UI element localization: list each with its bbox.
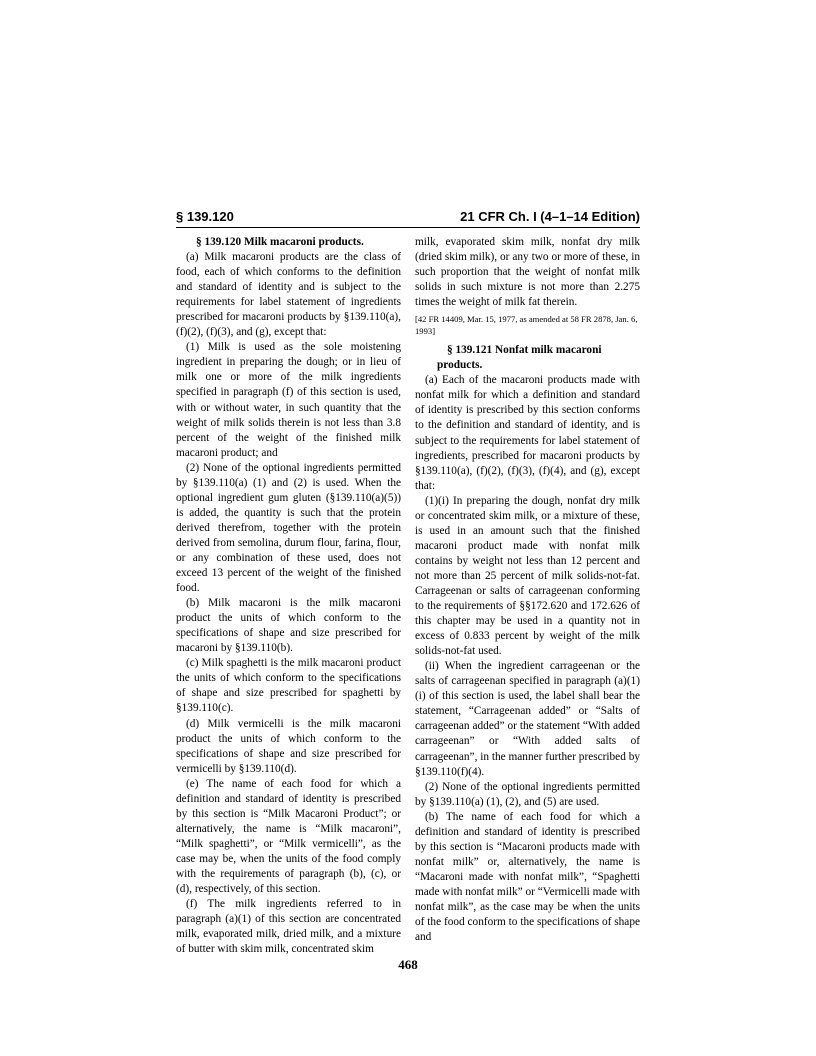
paragraph-a1ii: (ii) When the ingredient carrageenan or the salts of carrageenan specified in paragraph (a)(1)(i) of this section is used, the label shall bear the statement, “Carrageenan added” or “Salts of carrageenan added” or the statement “With added carrageenan” or “With added salts of carrageenan”, in the manner further prescribed by §139.110(f)(4). — [415, 660, 640, 778]
paragraph-f: (f) The milk ingredients referred to in paragraph (a)(1) of this section are concentrated milk, evaporated milk, dried milk, and a mixture of butter with skim milk, concentrated skim — [176, 898, 401, 956]
paragraph-a: (a) Each of the macaroni products made with nonfat milk for which a definition and standard of identity is prescribed by this section conforms to the definition and standard of identity, and is subject to the requirements for label statement of ingredients, prescribed for macaroni products by §139.110(a), (f)(2), (f)(3), (f)(4), and (g), except that: — [415, 374, 640, 492]
paragraph-a1i: (1)(i) In preparing the dough, nonfat dry milk or concentrated skim milk, or a mixture of these, is used in an amount such that the finished macaroni product made with nonfat milk contains by weight not less than 12 percent and not more than 25 percent of milk solids-not-fat. Carrageenan or salts of carrageenan conforming to the requirements of §§172.620 and 172.626 of this chapter may be used in a quantity not in excess of 0.833 percent by weight of the milk solids-not-fat used. — [415, 494, 640, 658]
left-column — [176, 235, 401, 957]
paragraph-d: (d) Milk vermicelli is the milk macaroni product the units of which conform to the specifications of shape and size prescribed for vermicelli by §139.110(d). — [176, 717, 401, 775]
paragraph-a: (a) Milk macaroni products are the class of food, each of which conforms to the definition and standard of identity and is subject to the requirements for label statement of ingredients prescribed for macaroni products by §139.110(a), (f)(2), (f)(3), and (g), except that: — [176, 251, 401, 339]
paragraph-b: (b) Milk macaroni is the milk macaroni product the units of which conform to the specifications of shape and size prescribed for macaroni by §139.110(b). — [176, 597, 401, 655]
right-column — [415, 235, 640, 945]
paragraph-c: (c) Milk spaghetti is the milk macaroni product the units of which conform to the specifications of shape and size prescribed for spaghetti by §139.110(c). — [176, 657, 401, 715]
running-header-edition: 21 CFR Ch. I (4–1–14 Edition) — [460, 209, 640, 224]
paragraph-f-continued: milk, evaporated skim milk, nonfat dry milk (dried skim milk), or any two or more of these, in such proportion that the weight of nonfat milk solids in such mixture is not more than 2.275 times the weight of milk fat therein. — [415, 236, 640, 309]
section-title-139-120: § 139.120 Milk macaroni products. — [196, 236, 364, 248]
paragraph-a2: (2) None of the optional ingredients permitted by §139.110(a) (1), (2), and (5) are used. — [415, 780, 640, 808]
running-header-section: § 139.120 — [176, 209, 234, 224]
page-number: 468 — [398, 957, 418, 972]
paragraph-a1: (1) Milk is used as the sole moistening ingredient in preparing the dough; or in lieu of milk one or more of the milk ingredients specified in paragraph (f) of this section is used, with or without water, in such quantity that the weight of milk solids therein is not less than 3.8 percent of the weight of the finished milk macaroni product; and — [176, 341, 401, 459]
source-citation: [42 FR 14409, Mar. 15, 1977, as amended at 58 FR 2878, Jan. 6, 1993] — [415, 314, 638, 336]
paragraph-b: (b) The name of each food for which a definition and standard of identity is prescribed by this section is “Macaroni products made with nonfat milk” or, alternatively, the name is “Macaroni made with nonfat milk”, “Spaghetti made with nonfat milk” or “Vermicelli made with nonfat milk”, as the case may be when the units of the food conform to the specifications of shape and — [415, 810, 640, 944]
section-title-139-121: § 139.121 Nonfat milk macaroni products. — [437, 344, 602, 372]
header-rule — [176, 227, 640, 228]
paragraph-e: (e) The name of each food for which a definition and standard of identity is prescribed by this section is “Milk Macaroni Product”; or alternatively, the name is “Milk macaroni”, “Milk spaghetti”, or “Milk vermicelli”, as the case may be, when the units of the food comply with the requirements of paragraph (b), (c), or (d), respectively, of this section. — [176, 777, 401, 896]
paragraph-a2: (2) None of the optional ingredients permitted by §139.110(a) (1) and (2) is used. When the optional ingredient gum gluten (§139.110(a)(5)) is added, the quantity is such that the protein derived therefrom, together with the protein derived from semolina, durum flour, farina, flour, or any combination of these used, does not exceed 13 percent of the weight of the finished food. — [176, 461, 401, 595]
